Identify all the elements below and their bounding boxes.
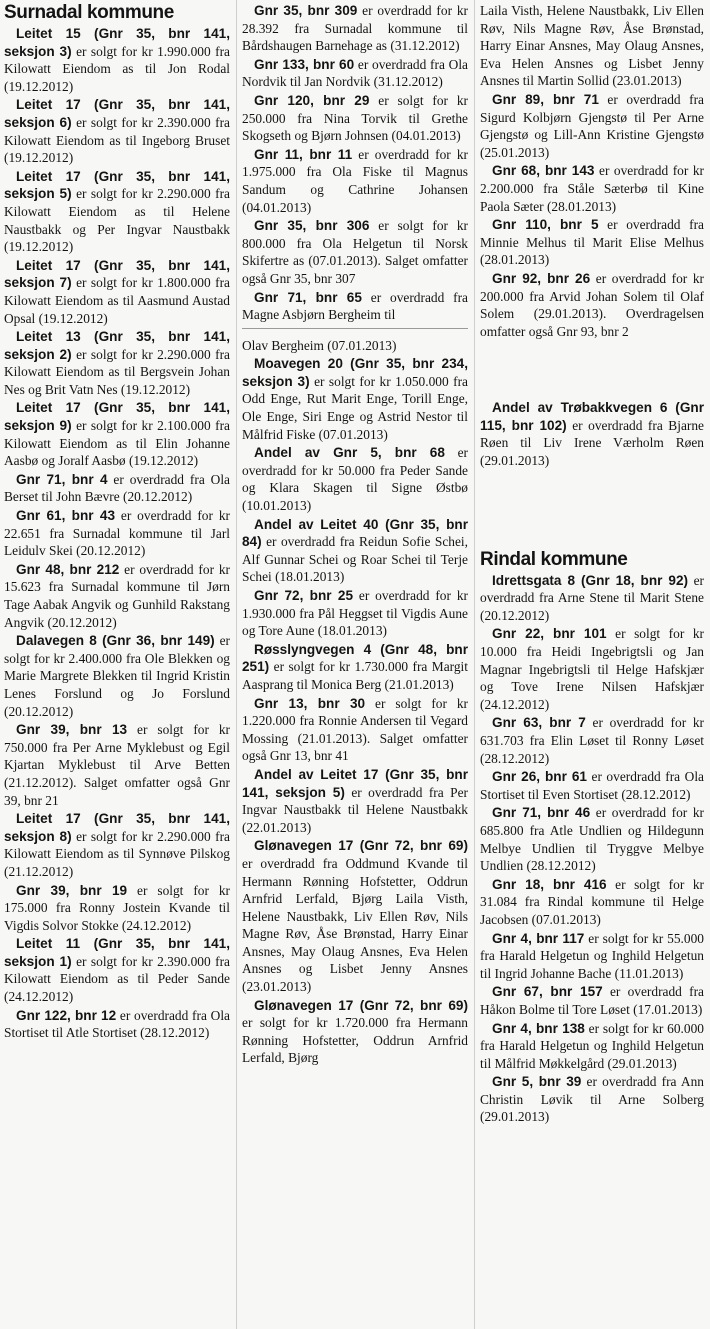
property-entry	[480, 804, 704, 874]
property-entry	[4, 96, 230, 166]
property-entry	[480, 983, 704, 1018]
property-text: er solgt for kr 800.000 fra Ola Helgetun til Norsk Skifertre as (07.01.2013). Salget omfatter også Gnr 35, bnr 307	[242, 218, 468, 286]
property-lead: Idrettsgata 8 (Gnr 18, bnr 92)	[492, 572, 689, 588]
property-entry	[242, 516, 468, 586]
entry-list	[242, 2, 468, 324]
property-text: er solgt for kr 2.100.000 fra Kilowatt Eiendom as til Elin Johanne Aasbø og Joralf Aasbø (19.12.2012)	[4, 418, 230, 469]
property-entry	[242, 355, 468, 443]
spacer	[480, 341, 704, 399]
property-entry	[242, 217, 468, 287]
property-entry	[4, 257, 230, 327]
property-text: er solgt for kr 2.390.000 fra Kilowatt Eiendom as til Ingeborg Bruset (19.12.2012)	[4, 114, 230, 166]
property-text: er overdradd fra Ann Christin Løvik til Arne Solberg (29.01.2013)	[480, 1074, 704, 1125]
property-text: er overdradd for kr 1.930.000 fra Pål Heggset til Vigdis Aune og Tore Aune (18.01.2013)	[242, 588, 468, 639]
property-text: er overdradd for kr 50.000 fra Peder Sande og Klara Skagen til Signe Østbø (10.01.2013)	[242, 445, 468, 514]
property-lead: Gnr 71, bnr 4	[16, 471, 108, 487]
property-text: er overdradd fra Ola Berset til John Bævre (20.12.2012)	[4, 471, 230, 505]
property-entry	[4, 399, 230, 469]
property-text: er overdradd for kr 200.000 fra Arvid Johan Solem til Olaf Solem (29.01.2013). Overdragelsen omfatter også Gnr 93, bnr 2	[480, 270, 704, 339]
property-lead: Gnr 18, bnr 416	[492, 876, 607, 892]
property-lead: Gnr 67, bnr 157	[492, 984, 603, 1000]
property-text: er overdradd for kr 22.651 fra Surnadal kommune til Jarl Leidulv Skei (20.12.2012)	[4, 508, 230, 559]
property-text: er overdradd fra Minnie Melhus til Marit Elise Melhus (28.01.2013)	[480, 217, 704, 268]
property-lead: Gnr 4, bnr 138	[492, 1020, 585, 1036]
kommune-heading: Rindal kommune	[480, 548, 628, 570]
property-lead: Gnr 71, bnr 65	[254, 289, 362, 305]
property-text: er solgt for kr 10.000 fra Heidi Ingebrigtsli og Jan Magnar Ingebrigtsli til Helge Hafskjær og Tove Irene Nilsen Hafskjær (24.12.2012)	[480, 626, 704, 712]
property-text: er overdradd fra Ola Stortiset til Atle Stortiset (28.12.2012)	[4, 1007, 230, 1041]
property-entry	[4, 721, 230, 809]
property-text: er overdradd for kr 1.975.000 fra Ola Fiske til Magnus Sandum og Cathrine Johansen (04.01.2013)	[242, 146, 468, 215]
property-entry	[480, 1020, 704, 1073]
property-text: er overdradd fra Håkon Bolme til Tore Løset (17.01.2013)	[480, 984, 704, 1017]
property-lead: Gnr 35, bnr 309	[254, 3, 358, 18]
property-entry	[4, 471, 230, 506]
property-entry	[242, 997, 468, 1067]
entry-list	[480, 2, 704, 340]
property-lead: Gnr 22, bnr 101	[492, 626, 607, 642]
property-lead: Glønavegen 17 (Gnr 72, bnr 69)	[254, 997, 468, 1013]
property-text: er overdradd fra Per Ingvar Naustbakk til Helene Naustbakk (22.01.2013)	[242, 784, 468, 835]
property-lead: Leitet 17 (Gnr 35, bnr 141, seksjon 7)	[4, 257, 230, 291]
property-text: er solgt for kr 2.390.000 fra Kilowatt Eiendom as til Peder Sande (24.12.2012)	[4, 953, 230, 1005]
property-lead: Gnr 13, bnr 30	[254, 695, 366, 711]
entry-list	[242, 337, 468, 1067]
property-entry	[4, 561, 230, 631]
property-entry	[242, 641, 468, 694]
property-lead: Andel av Trøbakkvegen 6 (Gnr 115, bnr 102)	[480, 400, 704, 433]
property-lead: Gnr 26, bnr 61	[492, 769, 587, 785]
property-lead: Gnr 63, bnr 7	[492, 715, 586, 731]
section-rule	[242, 328, 468, 329]
property-entry	[242, 92, 468, 145]
column-surnadal-2	[242, 2, 468, 1068]
property-text: Olav Bergheim (07.01.2013)	[242, 337, 397, 353]
property-entry	[480, 714, 704, 767]
property-text: er overdradd fra Ola Nordvik til Jan Nordvik (31.12.2012)	[242, 56, 468, 90]
property-lead: Andel av Leitet 17 (Gnr 35, bnr 141, seksjon 5)	[242, 766, 468, 800]
property-entry	[480, 876, 704, 929]
property-entry	[4, 882, 230, 935]
property-entry	[242, 289, 468, 324]
property-lead: Andel av Gnr 5, bnr 68	[254, 445, 445, 461]
column-divider	[236, 0, 237, 1329]
property-text: er solgt for kr 55.000 fra Harald Helgetun og Inghild Helgetun til Ingrid Johanne Bache (11.01.2013)	[480, 930, 704, 981]
column-rindal	[480, 2, 704, 1127]
property-lead: Leitet 17 (Gnr 35, bnr 141, seksjon 6)	[4, 97, 230, 130]
property-text: er solgt for kr 2.400.000 fra Ole Blekken og Marie Margrete Blekken til Ingrid Kristin Lenes Forslund og Jo Forslund (20.12.2012)	[4, 633, 230, 719]
property-lead: Gnr 71, bnr 46	[492, 805, 591, 821]
entry-list	[480, 399, 704, 469]
property-entry	[242, 695, 468, 765]
property-entry	[480, 216, 704, 269]
property-entry	[242, 766, 468, 836]
property-lead: Gnr 133, bnr 60	[254, 56, 355, 72]
property-lead: Andel av Leitet 40 (Gnr 35, bnr 84)	[242, 516, 468, 550]
property-entry	[4, 1007, 230, 1042]
property-lead: Gnr 48, bnr 212	[16, 561, 120, 577]
kommune-heading: Surnadal kommune	[4, 2, 174, 23]
entry-list	[480, 572, 704, 1126]
property-entry	[480, 162, 704, 215]
property-text: er solgt for kr 1.050.000 fra Odd Enge, Rut Marit Enge, Torill Enge, Ole Enge, Siri Enge og Astrid Nestor til Målfrid Fiske (07.01.2013)	[242, 373, 468, 442]
property-lead: Leitet 13 (Gnr 35, bnr 141, seksjon 2)	[4, 329, 230, 362]
property-text: er overdradd for kr 15.623 fra Surnadal kommune til Jørn Tage Aabak Angvik og Gunhild Rakstang Angvik (20.12.2012)	[4, 561, 230, 630]
property-text: er overdradd fra Reidun Sofie Schei, Alf Gunnar Schei og Roar Schei til Terje Schei (18.01.2013)	[242, 534, 468, 585]
property-entry	[4, 328, 230, 398]
property-lead: Leitet 17 (Gnr 35, bnr 141, seksjon 8)	[4, 811, 230, 844]
property-text: Laila Visth, Helene Naustbakk, Liv Ellen Røv, Nils Magne Røv, Åse Brønstad, Harry Einar Ansnes, May Olaug Ansnes, Eva Helen Ansnes og Lisbet Jenny Ansnes til Martin Sollid (23.01.2013)	[480, 3, 704, 89]
property-lead: Røsslyngvegen 4 (Gnr 48, bnr 251)	[242, 641, 468, 675]
property-text: er overdradd fra Arne Stene til Marit Stene (20.12.2012)	[480, 572, 704, 623]
property-entry	[4, 168, 230, 256]
property-lead: Leitet 15 (Gnr 35, bnr 141, seksjon 3)	[4, 26, 230, 59]
property-text: er overdradd for kr 685.800 fra Atle Undlien og Hildegunn Melbye Undlien til Tryggve Melbye Undlien (28.12.2012)	[480, 805, 704, 874]
property-text: er overdradd fra Magne Asbjørn Bergheim til	[242, 289, 468, 323]
property-lead: Moavegen 20 (Gnr 35, bnr 234, seksjon 3)	[242, 356, 468, 389]
property-entry	[242, 837, 468, 995]
property-lead: Glønavegen 17 (Gnr 72, bnr 69)	[254, 838, 468, 854]
property-lead: Gnr 11, bnr 11	[254, 146, 353, 162]
property-text: er solgt for kr 2.290.000 fra Kilowatt Eiendom as til Helene Naustbakk og Per Ingvar Naustbakk (19.12.2012)	[4, 186, 230, 255]
property-lead: Leitet 17 (Gnr 35, bnr 141, seksjon 9)	[4, 400, 230, 434]
property-entry	[4, 632, 230, 720]
column-surnadal-1	[4, 2, 230, 1043]
property-entry	[480, 625, 704, 713]
property-text: er overdradd for kr 28.392 fra Surnadal kommune til Bårdshaugen Barnehage as (31.12.2012)	[242, 3, 468, 54]
property-lead: Gnr 39, bnr 19	[16, 882, 128, 898]
property-entry	[4, 810, 230, 880]
property-lead: Gnr 39, bnr 13	[16, 722, 128, 738]
property-text: er overdradd fra Ola Stortiset til Even Stortiset (28.12.2012)	[480, 769, 704, 802]
property-entry	[480, 2, 704, 90]
property-entry	[480, 930, 704, 983]
property-entry	[242, 146, 468, 216]
property-entry	[4, 507, 230, 560]
property-entry	[242, 56, 468, 91]
property-text: er solgt for kr 31.084 fra Rindal kommune til Helge Jacobsen (07.01.2013)	[480, 876, 704, 927]
property-text: er overdradd fra Sigurd Kolbjørn Gjengstø til Per Arne Gjengstø og Lill-Ann Kristine Gjengstø (25.01.2013)	[480, 91, 704, 160]
property-entry	[480, 1073, 704, 1126]
property-text: er solgt for kr 2.290.000 fra Kilowatt Eiendom as til Synnøve Pilskog (21.12.2012)	[4, 828, 230, 879]
property-entry	[480, 399, 704, 469]
property-lead: Gnr 68, bnr 143	[492, 163, 595, 179]
property-text: er solgt for kr 2.290.000 fra Kilowatt Eiendom as til Bergsvein Johan Nes og Brit Vatn Nes (19.12.2012)	[4, 346, 230, 397]
property-lead: Leitet 11 (Gnr 35, bnr 141, seksjon 1)	[4, 936, 230, 969]
property-entry	[4, 25, 230, 95]
property-text: er overdradd for kr 2.200.000 fra Ståle Sæterbø til Kine Paola Sæter (28.01.2013)	[480, 163, 704, 214]
property-entry	[4, 935, 230, 1005]
entry-list	[4, 25, 230, 1042]
property-entry	[480, 572, 704, 625]
property-text: er overdradd fra Bjarne Røen til Liv Irene Værholm Røen (29.01.2013)	[480, 417, 704, 469]
property-lead: Gnr 61, bnr 43	[16, 508, 116, 524]
property-entry	[242, 2, 468, 55]
property-text: er solgt for kr 1.720.000 fra Hermann Rønning Hofstetter, Oddrun Arnfrid Lerfald, Bjørg	[242, 1015, 468, 1066]
property-lead: Gnr 110, bnr 5	[492, 217, 599, 233]
property-entry	[480, 270, 704, 340]
property-lead: Dalavegen 8 (Gnr 36, bnr 149)	[16, 633, 215, 649]
property-text: er solgt for kr 175.000 fra Ronny Jostein Kvande til Vigdis Solvor Stokke (24.12.2012)	[4, 882, 230, 933]
property-lead: Gnr 4, bnr 117	[492, 930, 585, 946]
property-lead: Leitet 17 (Gnr 35, bnr 141, seksjon 5)	[4, 168, 230, 202]
property-lead: Gnr 35, bnr 306	[254, 218, 370, 234]
property-text: er solgt for kr 250.000 fra Nina Torvik til Grethe Skogseth og Bjørn Johnsen (04.01.2013)	[242, 92, 468, 144]
property-text: er solgt for kr 60.000 fra Harald Helgetun og Inghild Helgetun til Målfrid Møkkelgård (29.01.2013)	[480, 1020, 704, 1071]
property-text: er overdradd fra Oddmund Kvande til Hermann Rønning Hofstetter, Oddrun Arnfrid Lerfald, Bjørg Laila Visth, Helene Naustbakk, Liv Ellen Røv, Nils Magne Røv, Åse Brønstad, Harry Einar Ansnes, May Olaug Ansnes, Eva Helen Ansnes og Lisbet Jenny Ansnes (23.01.2013)	[242, 855, 468, 995]
property-text: er solgt for kr 1.800.000 fra Kilowatt Eiendom as til Aasmund Austad Opsal (19.12.2012)	[4, 275, 230, 326]
property-entry	[480, 768, 704, 803]
property-text: er solgt for kr 1.990.000 fra Kilowatt Eiendom as til Jon Rodal (19.12.2012)	[4, 43, 230, 94]
property-lead: Gnr 72, bnr 25	[254, 588, 354, 603]
spacer	[480, 471, 704, 549]
property-lead: Gnr 5, bnr 39	[492, 1074, 582, 1090]
property-entry	[242, 587, 468, 640]
property-text: er solgt for kr 1.730.000 fra Margit Aasprang til Monica Berg (21.01.2013)	[242, 659, 468, 692]
property-text: er solgt for kr 1.220.000 fra Ronnie Andersen til Vegard Mossing (21.01.2013). Salget omfatter også Gnr 13, bnr 41	[242, 695, 468, 764]
property-entry	[242, 337, 468, 355]
property-lead: Gnr 120, bnr 29	[254, 92, 370, 108]
property-text: er solgt for kr 750.000 fra Per Arne Myklebust og Egil Kjartan Myklebust til Arve Betten (21.12.2012). Salget omfatter også Gnr 39, bnr 21	[4, 722, 230, 808]
property-entry	[480, 91, 704, 161]
property-lead: Gnr 89, bnr 71	[492, 91, 599, 107]
property-lead: Gnr 92, bnr 26	[492, 270, 591, 286]
property-text: er overdradd for kr 631.703 fra Elin Løset til Ronny Løset (28.12.2012)	[480, 715, 704, 766]
property-entry	[242, 444, 468, 514]
property-lead: Gnr 122, bnr 12	[16, 1007, 117, 1023]
column-divider	[474, 0, 475, 1329]
